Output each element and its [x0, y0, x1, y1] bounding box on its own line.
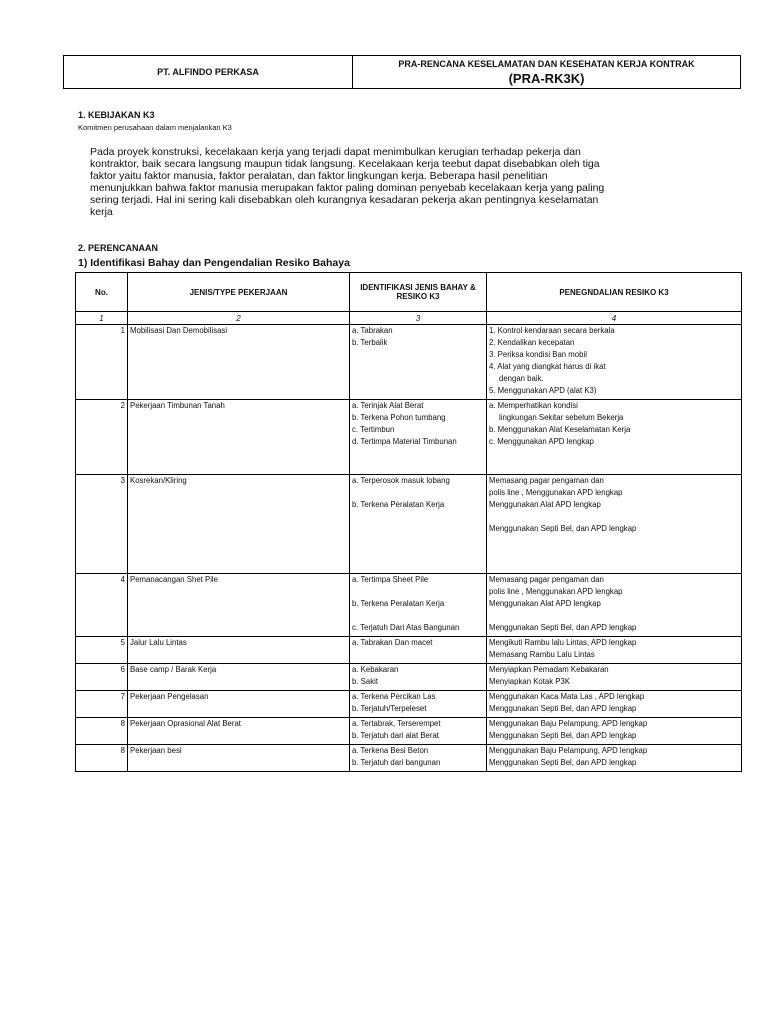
hazard-item: b. Sakit — [352, 677, 379, 686]
hazard-item: a. Terkena Percikan Las — [352, 692, 436, 701]
row-number-text: 4 — [120, 575, 125, 584]
job-type-cell — [128, 475, 350, 574]
row-number — [76, 691, 128, 718]
header-job: JENIS/TYPE PEKERJAAN — [128, 273, 350, 312]
hazard-item: a. Tabrakan — [352, 326, 393, 335]
paragraph-line: kontraktor, baik secara langsung maupun tidak langsung. Kecelakaan kerja teebut dapat disebabkan oleh tiga — [90, 158, 600, 170]
hazard-item: b. Terbalik — [352, 338, 388, 347]
hazard-cell — [350, 475, 487, 574]
control-item: a. Memperhatikan kondisi — [489, 401, 578, 410]
job-type-cell — [128, 325, 350, 400]
control-item: Menggunakan Baju Pelampung, APD lengkap — [489, 719, 648, 728]
col-number: 3 — [350, 312, 487, 325]
section-1-heading: 1. KEBIJAKAN K3 — [78, 110, 155, 120]
control-item: lingkungan Sekitar sebelum Bekerja — [499, 413, 624, 422]
table-row — [76, 475, 742, 574]
control-item: Menggunakan Alat APD lengkap — [489, 599, 601, 608]
col-number: 1 — [76, 312, 128, 325]
paragraph-line: menunjukkan bahwa faktor manusia merupakan faktor paling dominan penyebab kecelakaan kerja yang paling — [90, 182, 605, 194]
document-title: PRA-RENCANA KESELAMATAN DAN KESEHATAN KERJA KONTRAK — [398, 59, 695, 69]
table-row — [76, 745, 742, 772]
job-type-cell — [128, 691, 350, 718]
row-number-text: 7 — [120, 692, 125, 701]
hazard-item: c. Terjatuh Dari Atas Bangunan — [352, 623, 460, 632]
job-type-text: Mobilisasi Dan Demobilisasi — [130, 326, 228, 335]
hazard-item: a. Terinjak Alat Berat — [352, 401, 424, 410]
row-number — [76, 475, 128, 574]
hazard-item: a. Terkena Besi Beton — [352, 746, 429, 755]
hazard-cell — [350, 325, 487, 400]
hazard-cell — [350, 745, 487, 772]
table-row — [76, 637, 742, 664]
table-row — [76, 691, 742, 718]
control-item: Memasang pagar pengaman dan — [489, 476, 604, 485]
hazard-cell — [350, 574, 487, 637]
hazard-cell — [350, 664, 487, 691]
header-no: No. — [76, 273, 128, 312]
control-item: 4. Alat yang diangkat harus di ikat — [489, 362, 606, 371]
document-header — [63, 55, 741, 89]
row-number-text: 8 — [120, 719, 125, 728]
control-item: Menggunakan Kaca Mata Las , APD lengkap — [489, 692, 645, 701]
row-number — [76, 637, 128, 664]
control-cell — [487, 325, 742, 400]
hazard-item: a. Tertimpa Sheet Pile — [352, 575, 429, 584]
control-item: Menggunakan Septi Bel, dan APD lengkap — [489, 731, 637, 740]
control-item: c. Menggunakan APD lengkap — [489, 437, 594, 446]
table-row — [76, 400, 742, 475]
control-cell — [487, 745, 742, 772]
row-number-text: 8 — [120, 746, 125, 755]
company-name: PT. ALFINDO PERKASA — [64, 56, 353, 88]
control-item: 5. Menggunakan APD (alat K3) — [489, 386, 597, 395]
hazard-item: b. Terjatuh/Terpeleset — [352, 704, 427, 713]
control-item: Menyiapkan Pemadam Kebakaran — [489, 665, 609, 674]
control-item: polis line , Menggunakan APD lengkap — [489, 488, 623, 497]
section-1-subtitle: Komitmen perusahaan dalam menjalankan K3 — [78, 123, 232, 132]
job-type-text: Kosrekan/Kliring — [130, 476, 187, 485]
control-item: Menggunakan Septi Bel, dan APD lengkap — [489, 524, 637, 533]
control-cell — [487, 691, 742, 718]
control-item: Menyiapkan Kotak P3K — [489, 677, 571, 686]
control-cell — [487, 400, 742, 475]
table-row — [76, 325, 742, 400]
header-control: PENEGNDALIAN RESIKO K3 — [487, 273, 742, 312]
col-number: 2 — [128, 312, 350, 325]
row-number-text: 2 — [120, 401, 125, 410]
job-type-text: Pekerjaan Pengelasan — [130, 692, 209, 701]
row-number-text: 3 — [120, 476, 125, 485]
job-type-text: Pekerjaan Oprasional Alat Berat — [130, 719, 241, 728]
hazard-item: c. Tertimbun — [352, 425, 395, 434]
control-item: Memasang Rambu Lalu Lintas — [489, 650, 595, 659]
hazard-item — [352, 610, 484, 622]
control-item: dengan baik. — [499, 374, 544, 383]
control-cell — [487, 718, 742, 745]
job-type-cell — [128, 400, 350, 475]
row-number — [76, 325, 128, 400]
job-type-text: Jalur Lalu Lintas — [130, 638, 187, 647]
control-item: Memasang pagar pengaman dan — [489, 575, 604, 584]
table-row — [76, 574, 742, 637]
job-type-cell — [128, 745, 350, 772]
row-number — [76, 718, 128, 745]
header-hazard: IDENTIFIKASI JENIS BAHAY & RESIKO K3 — [350, 273, 487, 312]
risk-table — [75, 272, 742, 772]
job-type-cell — [128, 718, 350, 745]
table-header-row — [76, 273, 742, 312]
job-type-text: Base camp / Barak Kerja — [130, 665, 217, 674]
section-2-heading: 2. PERENCANAAN — [78, 243, 159, 253]
paragraph-line: faktor yaitu faktor manusia, faktor peralatan, dan faktor lingkungan kerja. Beberapa hasil penelitian — [90, 170, 548, 182]
table-row — [76, 664, 742, 691]
control-item: polis line , Menggunakan APD lengkap — [489, 587, 623, 596]
control-item — [489, 511, 739, 523]
job-type-cell — [128, 664, 350, 691]
job-type-text: Pemanacangan Shet Pile — [130, 575, 218, 584]
control-cell — [487, 664, 742, 691]
hazard-item: b. Terkena Peralatan Kerja — [352, 599, 445, 608]
hazard-cell — [350, 400, 487, 475]
row-number — [76, 745, 128, 772]
hazard-item: b. Terkena Peralatan Kerja — [352, 500, 445, 509]
paragraph-line: Pada proyek konstruksi, kecelakaan kerja yang terjadi dapat menimbulkan kerugian terhadap pekerja dan — [90, 146, 581, 158]
row-number — [76, 400, 128, 475]
policy-paragraph — [90, 146, 665, 218]
hazard-cell — [350, 691, 487, 718]
row-number — [76, 664, 128, 691]
job-type-text: Pekerjaan besi — [130, 746, 182, 755]
hazard-item: a. Terperosok masuk lobang — [352, 476, 450, 485]
document-title-block — [353, 56, 740, 88]
hazard-item — [352, 586, 484, 598]
hazard-cell — [350, 718, 487, 745]
hazard-item: a. Tertabrak, Terserempet — [352, 719, 441, 728]
control-item: Menggunakan Alat APD lengkap — [489, 500, 601, 509]
job-type-text: Pekerjaan Timbunan Tanah — [130, 401, 225, 410]
row-number-text: 5 — [120, 638, 125, 647]
control-cell — [487, 475, 742, 574]
control-item — [489, 610, 739, 622]
row-number — [76, 574, 128, 637]
hazard-item: b. Terjatuh dari bangunan — [352, 758, 441, 767]
job-type-cell — [128, 637, 350, 664]
control-item: b. Menggunakan Alat Keselamatan Kerja — [489, 425, 631, 434]
control-item: 2. Kendalikan kecepatan — [489, 338, 575, 347]
document-code: (PRA-RK3K) — [508, 71, 585, 86]
hazard-item: b. Terkena Pohon tumbang — [352, 413, 446, 422]
row-number-text: 6 — [120, 665, 125, 674]
hazard-item — [352, 487, 484, 499]
control-item: 1. Kontrol kendaraan secara berkala — [489, 326, 615, 335]
control-item: 3. Periksa kondisi Ban mobil — [489, 350, 587, 359]
row-number-text: 1 — [120, 326, 125, 335]
table-row — [76, 718, 742, 745]
col-number: 4 — [487, 312, 742, 325]
paragraph-line: kerja — [90, 206, 113, 218]
control-item: Menggunakan Septi Bel, dan APD lengkap — [489, 704, 637, 713]
hazard-item: b. Terjatuh dari alat Berat — [352, 731, 439, 740]
hazard-cell — [350, 637, 487, 664]
hazard-item: d. Tertimpa Material Timbunan — [352, 437, 457, 446]
column-number-row — [76, 312, 742, 325]
control-item: Mengikuti Rambu lalu Lintas, APD lengkap — [489, 638, 637, 647]
control-cell — [487, 637, 742, 664]
hazard-item: a. Kebakaran — [352, 665, 399, 674]
hazard-item: a. Tabrakan Dan macet — [352, 638, 433, 647]
control-item: Menggunakan Baju Pelampung, APD lengkap — [489, 746, 648, 755]
control-item: Menggunakan Septi Bel, dan APD lengkap — [489, 758, 637, 767]
paragraph-line: sering terjadi. Hal ini sering kali disebabkan oleh kurangnya kesadaran pekerja akan pentingnya keselamatan — [90, 194, 599, 206]
section-2-subheading: 1) Identifikasi Bahay dan Pengendalian Resiko Bahaya — [78, 257, 350, 269]
control-cell — [487, 574, 742, 637]
control-item: Menggunakan Septi Bel, dan APD lengkap — [489, 623, 637, 632]
job-type-cell — [128, 574, 350, 637]
